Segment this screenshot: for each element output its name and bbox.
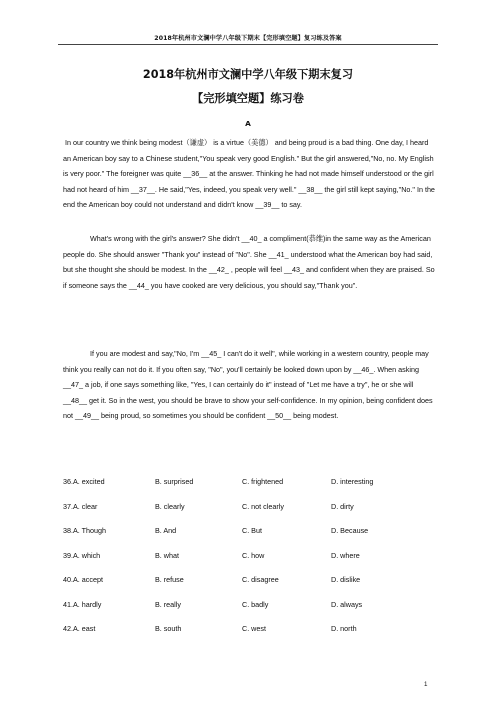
option-c: C. badly [242,599,269,609]
page-header: 2018年杭州市文澜中学八年级下期末【完形填空题】复习练及答案 [154,35,342,42]
option-c: C. disagree [242,575,279,584]
question-row-36 [63,477,435,502]
section-label: A [245,119,251,128]
option-b: B. And [155,526,177,535]
question-row-39 [63,551,435,576]
option-c: C. But [242,526,262,535]
question-row-42 [63,624,435,649]
option-a: 41.A. hardly [63,599,102,609]
passage-paragraph-3: If you are modest and say,"No, I'm __45_ I can't do it well", while working in a western country, people may think you really can not do it. If you often say, "No", you'll certainly be looked down upon by __46_. When asking __47_ a job, if one says something like, "Yes, I can certainly do it" instead of "Let me have a try", he or she will __48__ get it. So in the west, you should be brave to show your self-confidence. In my opinion, being confident does not __49__ being proud, so sometimes you should be confident __50__ being modest. [63,349,433,420]
question-row-40 [63,575,435,600]
question-number: 40. [63,575,73,584]
option-d: D. always [331,599,363,609]
header-rule [58,44,438,45]
title-line-2: 【完形填空题】练习卷 [192,92,304,105]
option-a: 36.A. excited [63,477,105,486]
answer-options [63,477,435,649]
option-a: 40.A. accept [63,575,103,584]
option-c: C. how [242,550,265,560]
question-number: 38. [63,526,73,535]
passage-paragraph-1: In our country we think being modest（谦虚） is a virtue（美德） and being proud is a bad thing. One day, I heard an American boy say to a Chinese student,"You speak very good English." But the girl answered,"No, no. My English is very poor." The foreigner was quite __36__ at the answer. Thinking he had not made himself understood or the girl had not heard of him __37__. He said,"Yes, indeed, you speak very well." __38__ the girl still kept saying,"No." In the end the American boy could not understand and didn't know __39__ to say. [63,138,435,209]
question-number: 37. [63,501,73,511]
option-c: C. frightened [242,477,284,486]
question-row-37 [63,502,435,527]
question-number: 41. [63,599,73,609]
option-b: B. really [155,599,181,609]
question-row-38 [63,526,435,551]
option-d: D. dislike [331,575,361,584]
page-number: 1 [424,681,428,688]
option-b: B. clearly [155,501,185,511]
option-a: 39.A. which [63,550,101,560]
option-c: C. west [242,624,266,633]
option-a: 38.A. Though [63,526,107,535]
option-b: B. what [155,550,179,560]
question-number: 42. [63,624,73,633]
option-a: 37.A. clear [63,501,98,511]
question-row-41 [63,600,435,625]
option-d: D. Because [331,526,369,535]
passage-paragraph-2: What's wrong with the girl's answer? She didn't __40_ a compliment(恭维)in the same way as the American people do. She should answer "Thank you" instead of "No". She __41_ understood what the American boy had said, but she thought she should be modest. In the __42_ , people will feel __43_ and confident when they are praised. So if someone says the __44_ you have cooked are very delicious, you should say,"Thank you". [63,234,435,290]
option-b: B. south [155,624,182,633]
option-a: 42.A. east [63,624,96,633]
option-c: C. not clearly [242,501,284,511]
title-line-1: 2018年杭州市文澜中学八年级下期末复习 [142,68,354,81]
question-number: 36. [63,477,73,486]
option-b: B. refuse [155,575,184,584]
option-d: D. interesting [331,477,374,486]
option-d: D. north [331,624,357,633]
option-d: D. where [331,550,360,560]
question-number: 39. [63,550,73,560]
option-b: B. surprised [155,477,194,486]
option-d: D. dirty [331,501,354,511]
